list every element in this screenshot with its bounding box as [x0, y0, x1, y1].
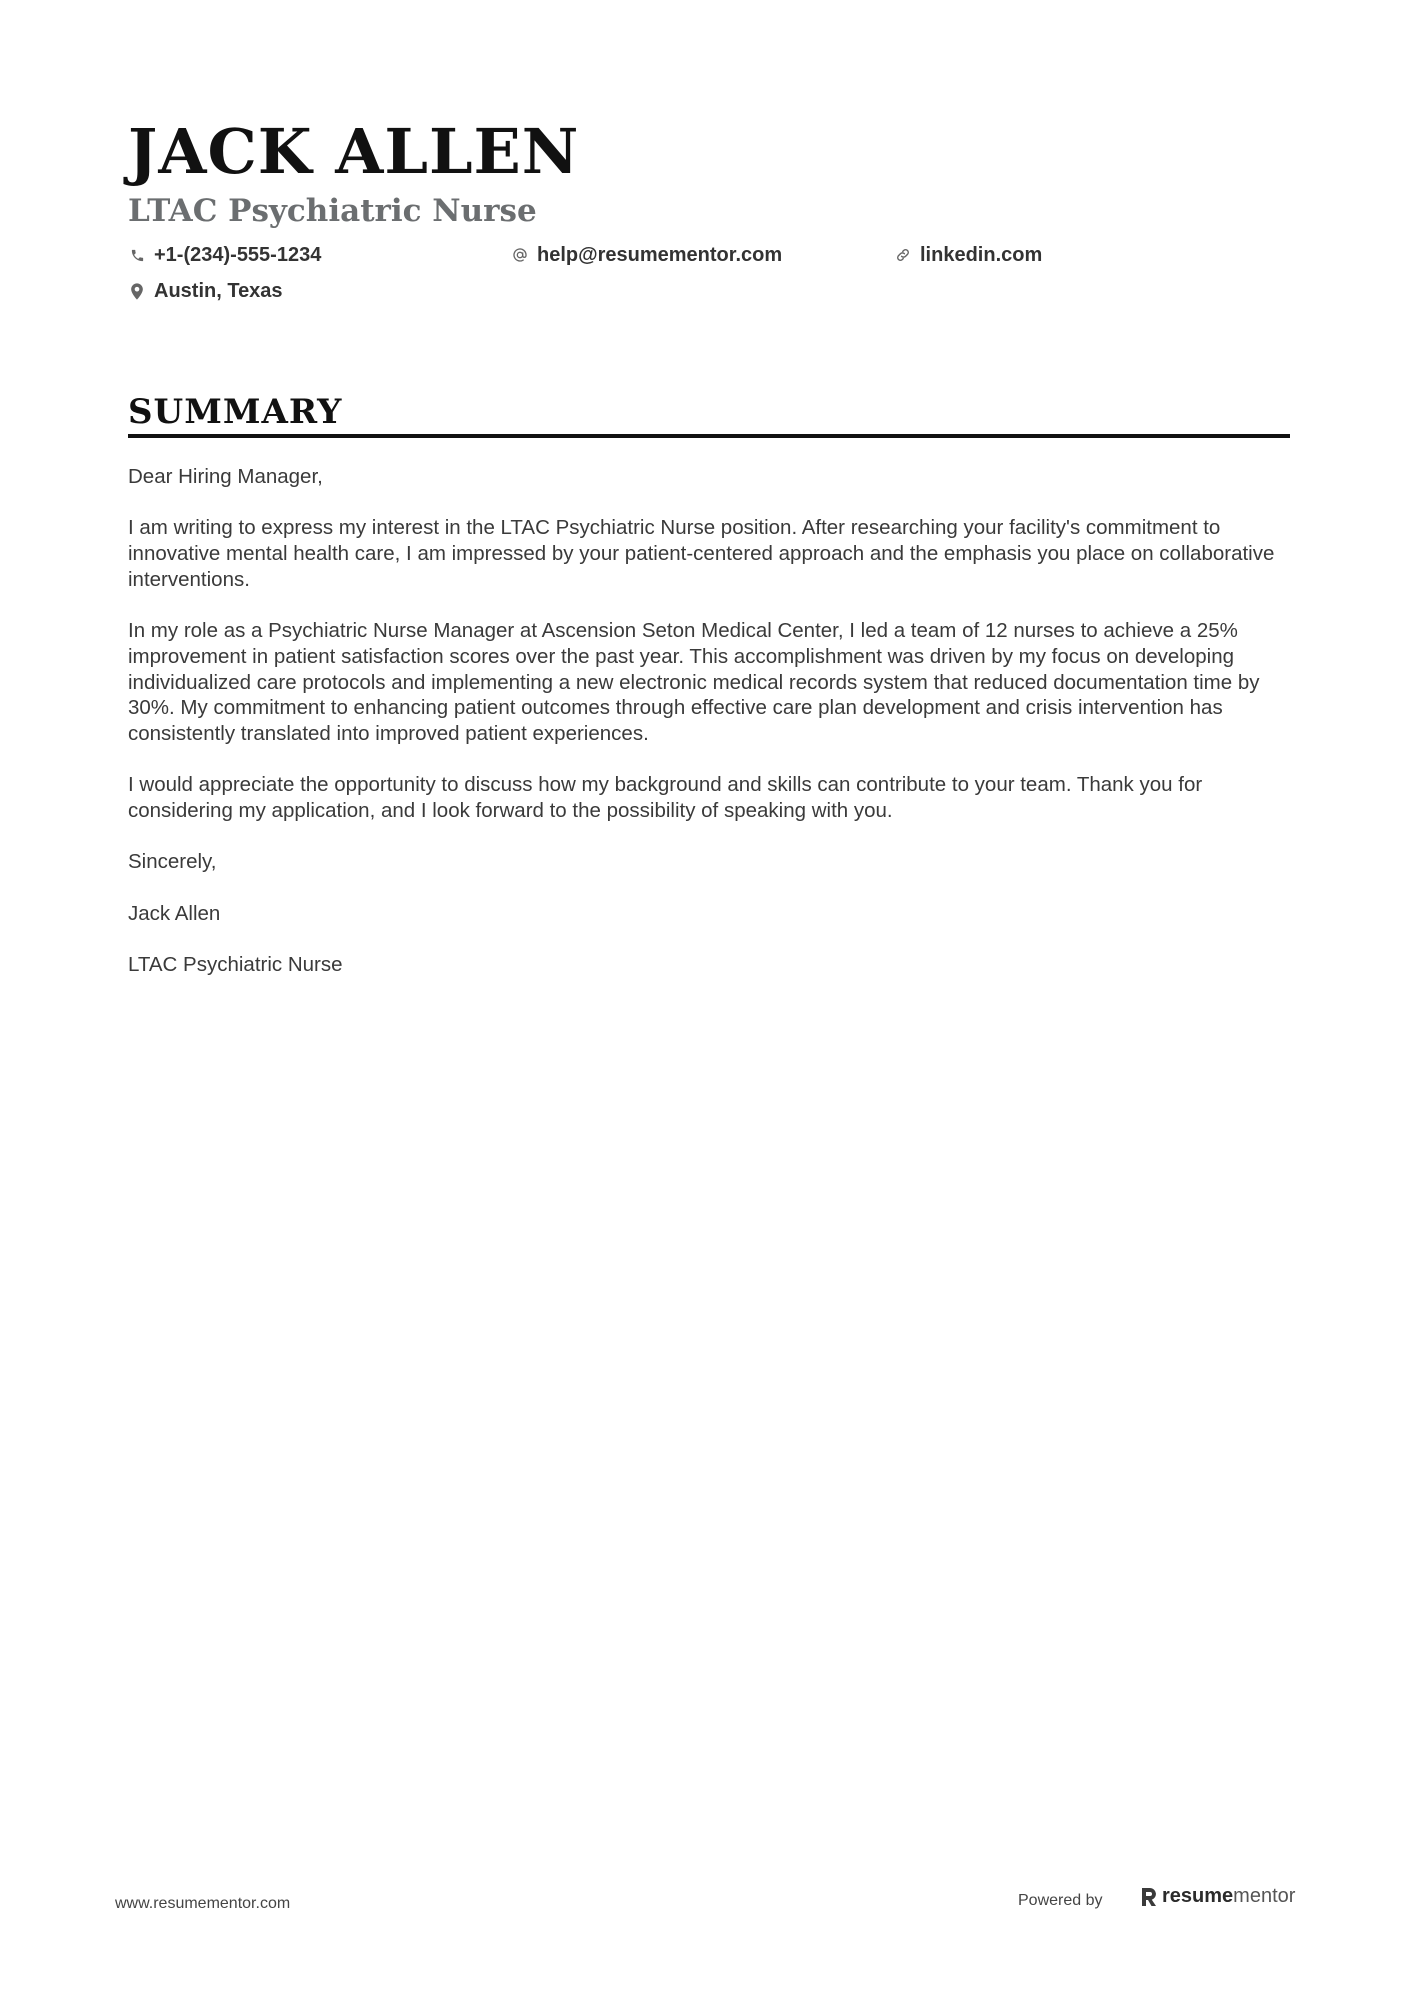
letter-signature-name: Jack Allen: [128, 901, 221, 925]
phone-icon: [128, 246, 146, 264]
link-icon: [894, 246, 912, 264]
letter-body: [128, 464, 1290, 1004]
applicant-name: JACK ALLEN: [128, 115, 580, 188]
section-heading-summary: SUMMARY: [128, 392, 343, 432]
brand-logo[interactable]: [1140, 1885, 1295, 1908]
contact-email: [511, 240, 782, 270]
map-pin-icon: [128, 282, 146, 300]
section-divider: [128, 434, 1290, 438]
linkedin-link[interactable]: linkedin.com: [920, 243, 1043, 266]
contact-phone: [128, 240, 321, 270]
letter-signature-title: LTAC Psychiatric Nurse: [128, 953, 343, 977]
brand-name-bold: resume: [1162, 1885, 1234, 1907]
letter-paragraph: I am writing to express my interest in the LTAC Psychiatric Nurse position. After researching your facility's commitment to innovative mental health care, I am impressed by your patient-centered approach and the emphasis you place on collaborative interventions.: [128, 516, 1275, 591]
powered-by-label: Powered by: [1018, 1892, 1103, 1909]
letter-salutation: Dear Hiring Manager,: [128, 465, 323, 488]
brand-mark-icon: [1140, 1886, 1158, 1908]
at-icon: [511, 246, 529, 264]
footer-website[interactable]: www.resumementor.com: [115, 1895, 291, 1912]
letter-paragraph: In my role as a Psychiatric Nurse Manager at Ascension Seton Medical Center, I led a team of 12 nurses to achieve a 25% improvement in patient satisfaction scores over the past year. This accomplishment was driven by my focus on developing individualized care protocols and implementing a new electronic medical records system that reduced documentation time by 30%. My commitment to enhancing patient outcomes through effective care plan development and crisis intervention has consistently translated into improved patient experiences.: [128, 619, 1260, 745]
location-text: Austin, Texas: [154, 279, 283, 302]
phone-number: +1-(234)-555-1234: [154, 243, 322, 266]
email-address[interactable]: help@resumementor.com: [537, 243, 783, 266]
contact-location: [128, 276, 283, 306]
job-title: LTAC Psychiatric Nurse: [128, 193, 537, 229]
brand-name-light: mentor: [1233, 1885, 1296, 1907]
contact-link: [894, 240, 1042, 270]
letter-closing: Sincerely,: [128, 850, 217, 874]
letter-paragraph: I would appreciate the opportunity to discuss how my background and skills can contribute to your team. Thank you for considering my application, and I look forward to the possibility of speaking with you.: [128, 773, 1203, 823]
